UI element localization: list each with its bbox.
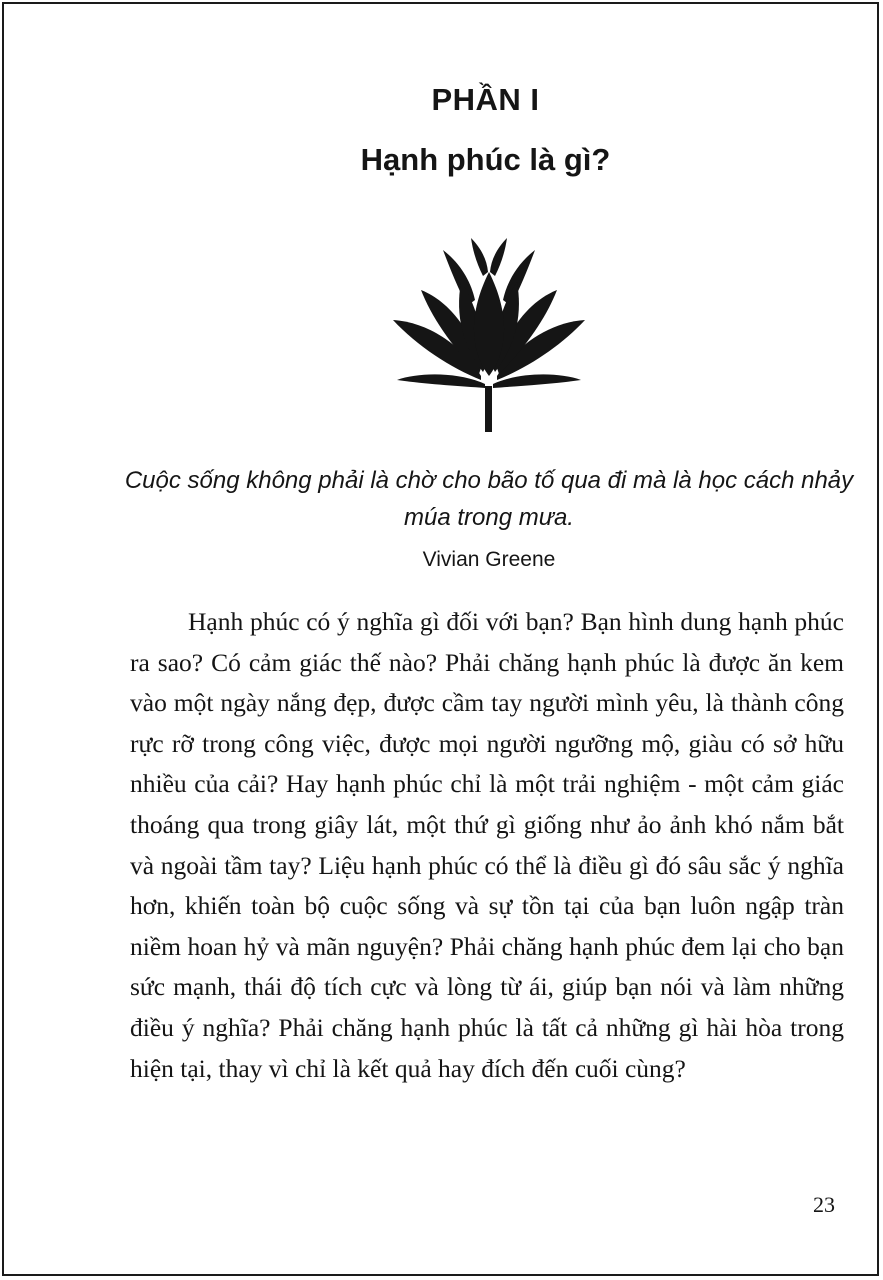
part-label: PHẦN I bbox=[431, 82, 540, 117]
body-paragraph: Hạnh phúc có ý nghĩa gì đối với bạn? Bạn hình dung hạnh phúc ra sao? Có cảm giác thế nào? Phải chăng hạnh phúc là được ăn kem vào một ngày nắng đẹp, được cầm tay người mình yêu, là thành công rực rỡ trong công việc, được mọi người ngưỡng mộ, giàu có sở hữu nhiều của cải? Hay hạnh phúc chỉ là một trải nghiệm - một cảm giác thoáng qua trong giây lát, một thứ gì giống như ảo ảnh khó nắm bắt và ngoài tầm tay? Liệu hạnh phúc có thể là điều gì đó sâu sắc ý nghĩa hơn, khiến toàn bộ cuộc sống và sự tồn tại của bạn luôn ngập tràn niềm hoan hỷ và mãn nguyện? Phải chăng hạnh phúc đem lại cho bạn sức mạnh, thái độ tích cực và lòng từ ái, giúp bạn nói và làm những điều ý nghĩa? Phải chăng hạnh phúc là tất cả những gì hài hòa trong hiện tại, thay vì chỉ là kết quả hay đích đến cuối cùng? bbox=[130, 607, 844, 1083]
page-number: 23 bbox=[813, 1192, 835, 1217]
lotus-flower-icon bbox=[389, 236, 589, 432]
part-title: Hạnh phúc là gì? bbox=[360, 142, 611, 177]
book-page bbox=[2, 2, 879, 1276]
epigraph-author: Vivian Greene bbox=[422, 548, 556, 571]
epigraph-quote: Cuộc sống không phải là chờ cho bão tố qua đi mà là học cách nhảy múa trong mưa. bbox=[124, 467, 854, 531]
